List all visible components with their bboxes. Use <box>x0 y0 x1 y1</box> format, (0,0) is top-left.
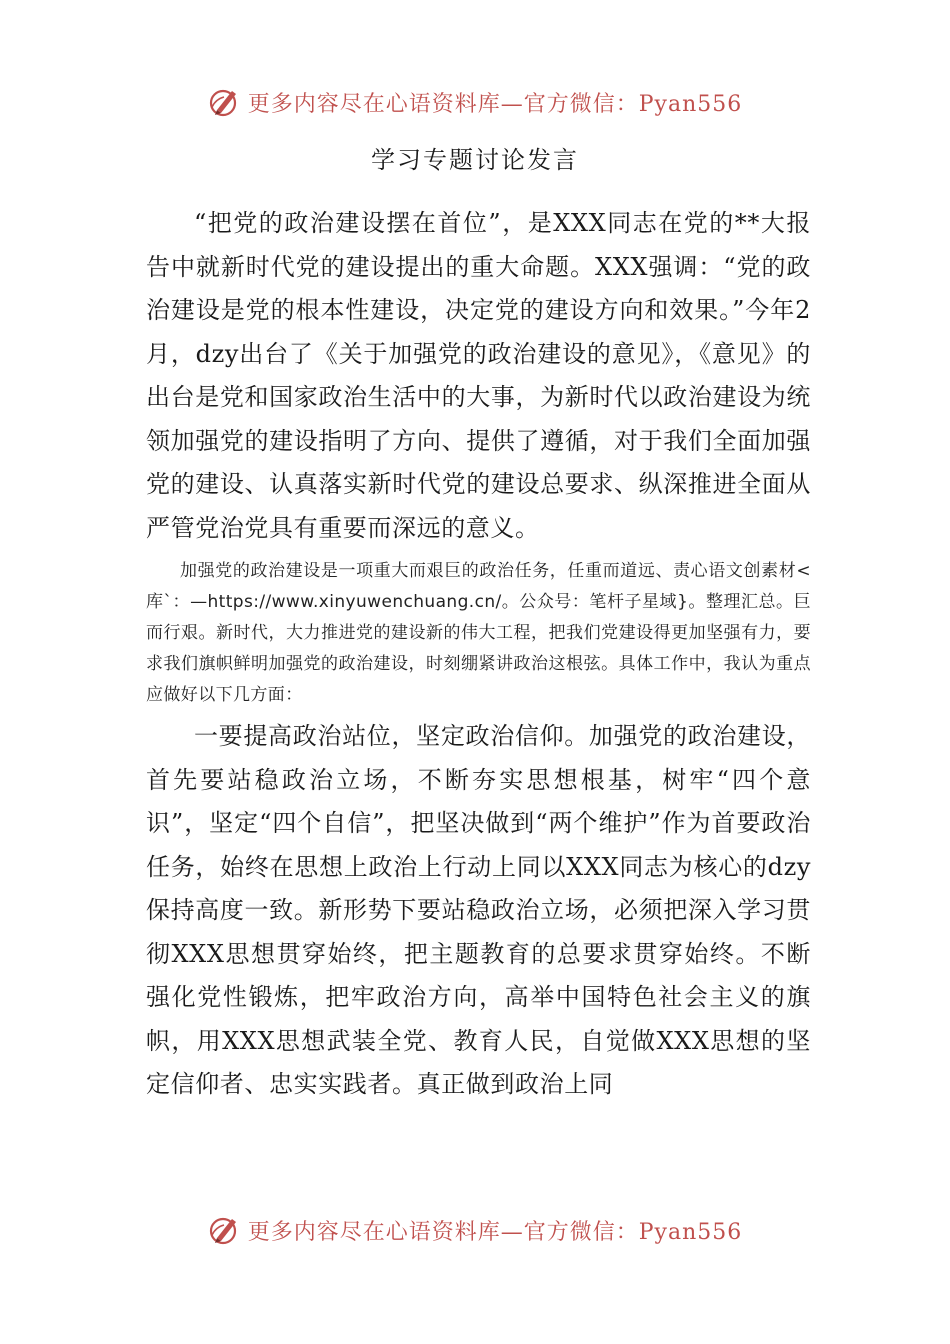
body-paragraph: 一要提高政治站位，坚定政治信仰。加强党的政治建设，首先要站稳政治立场，不断夯实思想根基，树牢“四个意识”，坚定“四个自信”，把坚决做到“两个维护”作为首要政治任务，始终在思想上政治上行动上同以XXX同志为核心的dzy保持高度一致。新形势下要站稳政治立场，必须把深入学习贯彻XXX思想贯穿始终，把主题教育的总要求贯穿始终。不断强化党性锻炼，把牢政治方向，高举中国特色社会主义的旗帜，用XXX思想武装全党、教育人民，自觉做XXX思想的坚定信仰者、忠实实践者。真正做到政治上同 <box>146 722 811 1098</box>
document-title: 学习专题讨论发言 <box>371 146 579 174</box>
pen-logo-icon <box>208 1213 242 1247</box>
pen-logo-icon <box>208 85 242 119</box>
watermark-text: 更多内容尽在心语资料库—官方微信：Pyan556 <box>247 91 743 117</box>
body-paragraph: “把党的政治建设摆在首位”，是XXX同志在党的**大报告中就新时代党的建设提出的重大命题。XXX强调：“党的政治建设是党的根本性建设，决定党的建设方向和效果。”今年2月，dzy出台了《关于加强党的政治建设的意见》，《意见》的出台是党和国家政治生活中的大事，为新时代以政治建设为统领加强党的建设指明了方向、提供了遵循，对于我们全面加强党的建设、认真落实新时代党的建设总要求、纵深推进全面从严管党治党具有重要而深远的意义。 <box>146 209 811 542</box>
watermark-text: 更多内容尽在心语资料库—官方微信：Pyan556 <box>247 1219 743 1245</box>
watermark-banner-bottom <box>0 1210 950 1250</box>
document-body <box>146 202 811 1107</box>
watermark-banner-top <box>0 82 950 122</box>
body-paragraph: 加强党的政治建设是一项重大而艰巨的政治任务，任重而道远、责心语文创素材<库`：—https://www.xinyuwenchuang.cn/。公众号：笔杆子星域}。整理汇总。巨而行艰。新时代，大力推进党的建设新的伟大工程，把我们党建设得更加坚强有力，要求我们旗帜鲜明加强党的政治建设，时刻绷紧讲政治这根弦。具体工作中，我认为重点应做好以下几方面： <box>146 561 811 705</box>
